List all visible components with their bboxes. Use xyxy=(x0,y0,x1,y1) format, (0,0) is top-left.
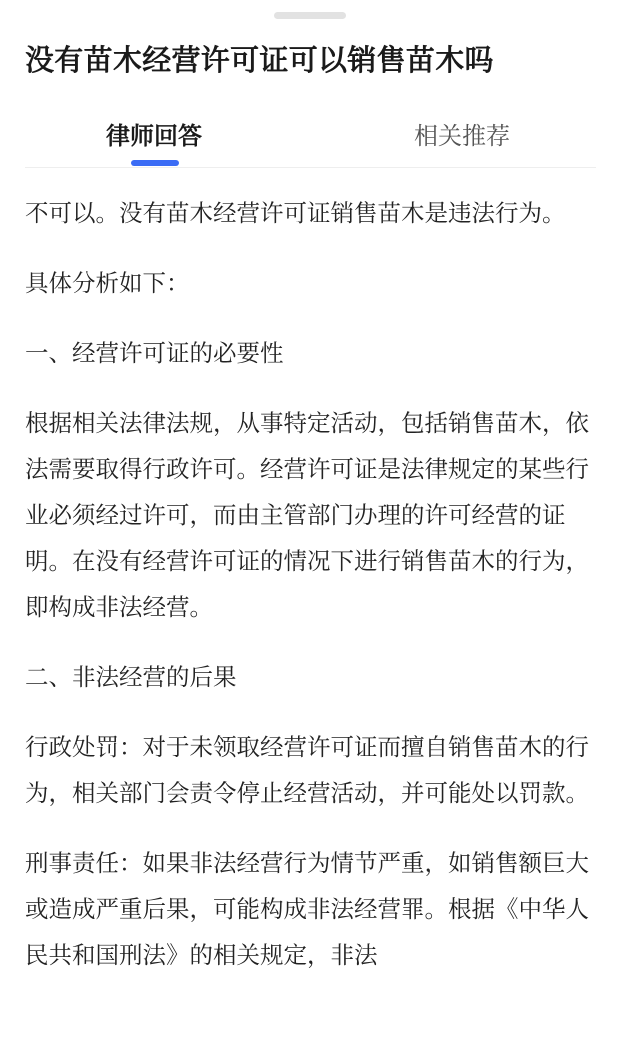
page-title: 没有苗木经营许可证可以销售苗木吗 xyxy=(25,43,494,77)
answer-paragraph: 刑事责任：如果非法经营行为情节严重，如销售额巨大或造成严重后果，可能构成非法经营罪。根据《中华人民共和国刑法》的相关规定，非法 xyxy=(25,849,589,969)
tab-bar xyxy=(0,110,621,168)
tab-related-recommendations[interactable]: 相关推荐 xyxy=(414,122,510,150)
answer-paragraph: 不可以。没有苗木经营许可证销售苗木是违法行为。 xyxy=(25,199,566,227)
section-heading: 一、经营许可证的必要性 xyxy=(25,339,284,367)
answer-paragraph: 具体分析如下： xyxy=(25,269,190,297)
active-tab-indicator xyxy=(131,160,179,166)
drag-handle[interactable] xyxy=(274,12,346,19)
answer-content xyxy=(25,190,601,1002)
section-heading: 二、非法经营的后果 xyxy=(25,663,237,691)
tab-lawyer-answer[interactable]: 律师回答 xyxy=(106,122,202,150)
answer-paragraph: 行政处罚：对于未领取经营许可证而擅自销售苗木的行为，相关部门会责令停止经营活动，并可能处以罚款。 xyxy=(25,733,589,807)
tab-divider xyxy=(25,167,596,168)
answer-paragraph: 根据相关法律法规，从事特定活动，包括销售苗木，依法需要取得行政许可。经营许可证是法律规定的某些行业必须经过许可，而由主管部门办理的许可经营的证明。在没有经营许可证的情况下进行销售苗木的行为，即构成非法经营。 xyxy=(25,409,589,621)
